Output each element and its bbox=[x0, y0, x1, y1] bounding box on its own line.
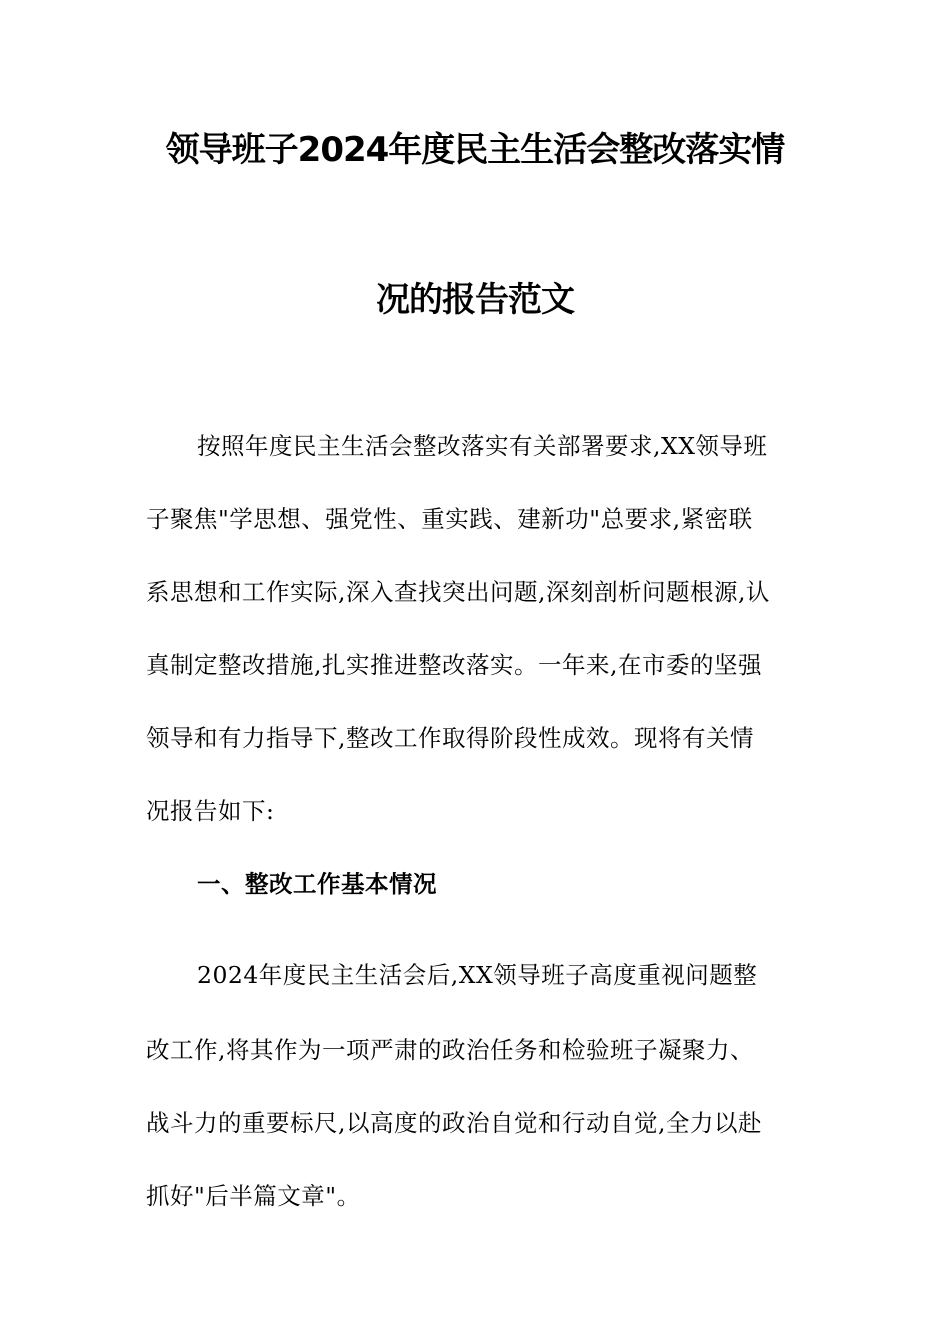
paragraph-line: 领导和有力指导下,整改工作取得阶段性成效。现将有关情 bbox=[146, 724, 754, 752]
document-title-line-1: 领导班子2024年度民主生活会整改落实情 bbox=[165, 130, 785, 170]
document-title-line-2: 况的报告范文 bbox=[376, 280, 574, 320]
paragraph-line: 抓好"后半篇文章"。 bbox=[146, 1182, 361, 1210]
paragraph-line: 战斗力的重要标尺,以高度的政治自觉和行动自觉,全力以赴 bbox=[146, 1109, 762, 1137]
paragraph-line: 子聚焦"学思想、强党性、重实践、建新功"总要求,紧密联 bbox=[146, 505, 753, 533]
section-heading: 一、整改工作基本情况 bbox=[197, 870, 437, 898]
paragraph-line: 2024年度民主生活会后,XX领导班子高度重视问题整 bbox=[197, 961, 758, 989]
paragraph-line: 况报告如下: bbox=[146, 797, 275, 825]
paragraph-line: 系思想和工作实际,深入查找突出问题,深刻剖析问题根源,认 bbox=[146, 578, 770, 606]
paragraph-line: 真制定整改措施,扎实推进整改落实。一年来,在市委的坚强 bbox=[146, 651, 762, 679]
paragraph-line: 按照年度民主生活会整改落实有关部署要求,XX领导班 bbox=[197, 432, 768, 460]
paragraph-line: 改工作,将其作为一项严肃的政治任务和检验班子凝聚力、 bbox=[146, 1036, 754, 1064]
